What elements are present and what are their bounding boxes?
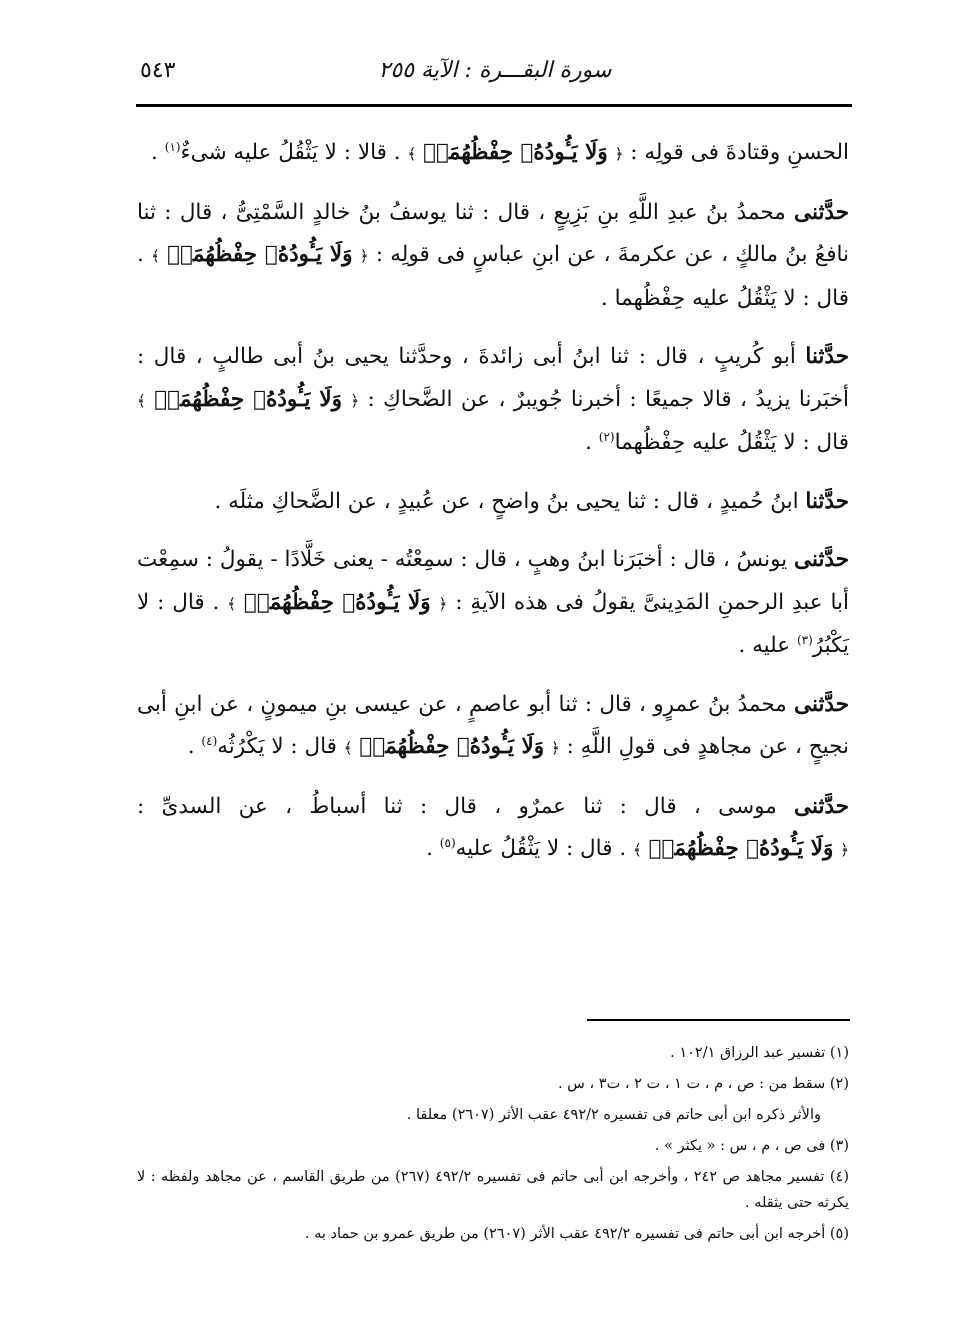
text-after: . قال : لا يَثْقُلُ عليه حِفْظُهما . — [137, 242, 849, 311]
chain-lead: حدَّثنى — [794, 199, 849, 225]
paragraph — [137, 539, 849, 668]
verse-text: وَلَا يَـُٔودُهُۥ حِفْظُهُمَاۚ — [648, 836, 834, 861]
footnote-continuation: والأثر ذكره ابن أبى حاتم فى تفسيره ٤٩٢/٢ عقب الأثر (٢٦٠٧) معلقا . — [406, 1107, 821, 1123]
paragraph — [137, 132, 849, 176]
footnote: (٣) فى ص ، م ، س : « يكثر » . — [654, 1138, 849, 1154]
ornate-bracket-close: ﴾ — [137, 391, 146, 410]
footnote: (١) تفسير عبد الرزاق ١٠٢/١ . — [670, 1045, 849, 1061]
page-number: ٥٤٣ — [140, 58, 176, 83]
verse-text: وَلَا يَـُٔودُهُۥ حِفْظُهُمَاۚ — [154, 386, 342, 412]
chain-lead: حدَّثنا — [805, 344, 849, 369]
footnote: (٤) تفسير مجاهد ص ٢٤٢ ، وأخرجه ابن أبى حاتم فى تفسيره ٤٩٢/٢ (٢٦٧) من طريق القاسم ، عن مجاهد ولفظه : لا يكرثه حتى يثقله . — [137, 1169, 849, 1211]
text-before: الحسنِ وقتادةَ فى قولِه : — [623, 140, 849, 165]
paragraph — [137, 192, 849, 321]
text-end: . — [585, 430, 599, 455]
paragraph — [137, 481, 849, 524]
paragraph — [137, 786, 849, 872]
chain-lead: حدَّثنا — [805, 488, 849, 514]
footnote-ref: (٥) — [439, 835, 456, 850]
ornate-bracket-close: ﴾ — [407, 145, 417, 163]
footnote-ref: (١) — [164, 139, 181, 154]
text-before: محمدُ بنُ عبدِ اللَّهِ بنِ بَزِيعٍ ، قال : ثنا يوسفُ بنُ خالدٍ السَّمْتِىُّ ، قال : ثنا نافعُ بنُ مالكٍ ، عن عكرمةَ ، عن ابنِ عباسٍ فى قولِه : — [137, 199, 850, 267]
ornate-bracket-open: ﴿ — [359, 247, 369, 265]
text-end: . — [426, 836, 440, 861]
footnote: (٥) أخرجه ابن أبى حاتم فى تفسيره ٤٩٢/٢ عقب الأثر (٢٦٠٧) من طريق عمرو بن حماد به . — [304, 1226, 849, 1242]
paragraph — [137, 336, 849, 465]
text-after: . قال : لا يَثْقُلُ عليه — [455, 836, 634, 861]
ornate-bracket-close: ﴾ — [343, 739, 353, 757]
footnote-ref: (٢) — [598, 429, 615, 444]
text-after: . قال : لا يَكْبُرُ — [137, 589, 849, 658]
text-before: محمدُ بنُ عمرٍو ، قال : ثنا أبو عاصمٍ ، عن عيسى بنِ ميمونٍ ، عن ابنِ أبى نجيحٍ ، عن مجاهدٍ فى قولِ اللَّهِ : — [137, 691, 849, 759]
footnote-ref: (٣) — [796, 632, 813, 647]
quran-quote — [407, 140, 623, 165]
text-after: قال : لا يَثْقُلُ عليه حِفْظُهما — [614, 430, 849, 455]
chain-lead: حدَّثنى — [794, 547, 849, 572]
text-after: قال : لا يَكْرُثُه — [217, 734, 344, 759]
ornate-bracket-close: ﴾ — [227, 594, 237, 613]
quran-quote — [137, 387, 359, 412]
ornate-bracket-close: ﴾ — [151, 247, 160, 265]
text-before: موسى ، قال : ثنا عمرٌو ، قال : ثنا أسباطُ ، عن السدىِّ : — [137, 793, 795, 819]
verse-text: وَلَا يَـُٔودُهُۥ حِفْظُهُمَاۚ — [243, 589, 431, 615]
ornate-bracket-open: ﴿ — [840, 841, 849, 859]
paragraph — [137, 684, 849, 770]
ornate-bracket-open: ﴿ — [438, 594, 448, 613]
ornate-bracket-open: ﴿ — [350, 391, 360, 410]
verse-text: وَلَا يَـُٔودُهُۥ حِفْظُهُمَاۚ — [359, 734, 545, 759]
ornate-bracket-open: ﴿ — [614, 145, 624, 163]
text-end: . — [151, 140, 165, 165]
text-before: أبو كُريبٍ ، قال : ثنا ابنُ أبى زائدةَ ، وحدَّثنا يحيى بنُ أبى طالبٍ ، قال : أخبَرنا يزيدُ ، قالا جميعًا : أخبرنا جُويبرٌ ، عن الضَّحاكِ : — [137, 344, 849, 412]
quran-quote — [344, 734, 560, 759]
footnotes — [137, 1040, 849, 1252]
running-header — [140, 58, 850, 92]
chain-lead: حدَّثنى — [794, 691, 849, 717]
ornate-bracket-close: ﴾ — [633, 841, 642, 859]
footnote-ref: (٤) — [201, 733, 218, 748]
main-text — [137, 132, 849, 888]
text-before: ابنُ حُميدٍ ، قال : ثنا يحيى بنُ واضحٍ ، عن عُبيدٍ ، عن الضَّحاكِ مثلَه . — [214, 488, 806, 514]
quran-quote — [633, 836, 849, 861]
verse-text: وَلَا يَـُٔودُهُۥ حِفْظُهُمَاۚ — [423, 140, 608, 165]
ornate-bracket-open: ﴿ — [550, 739, 560, 757]
text-after: . قالا : لا يَثْقُلُ عليه شىءٌ — [180, 140, 408, 165]
text-end: . — [187, 734, 202, 759]
header-title: سورة البقـــرة : الآية ٢٥٥ — [378, 58, 612, 83]
header-rule — [136, 104, 852, 107]
chain-lead: حدَّثنى — [794, 793, 849, 819]
footnote-separator — [587, 1019, 850, 1021]
quran-quote — [227, 590, 447, 615]
text-before: يونسُ ، قال : أخبَرَنا ابنُ وهبٍ ، قال : سمِعْتُه - يعنى خَلَّادًا - يقولُ : سمِعْت أبا عبدِ الرحمنِ المَدِينىَّ يقولُ فى هذه الآيةِ : — [137, 547, 849, 615]
verse-text: وَلَا يَـُٔودُهُۥ حِفْظُهُمَاۚ — [167, 242, 353, 267]
quran-quote — [151, 242, 369, 267]
text-end: عليه . — [738, 633, 797, 658]
footnote: (٢) سقط من : ص ، م ، ت ١ ، ت ٢ ، ت٣ ، س . — [557, 1076, 849, 1092]
